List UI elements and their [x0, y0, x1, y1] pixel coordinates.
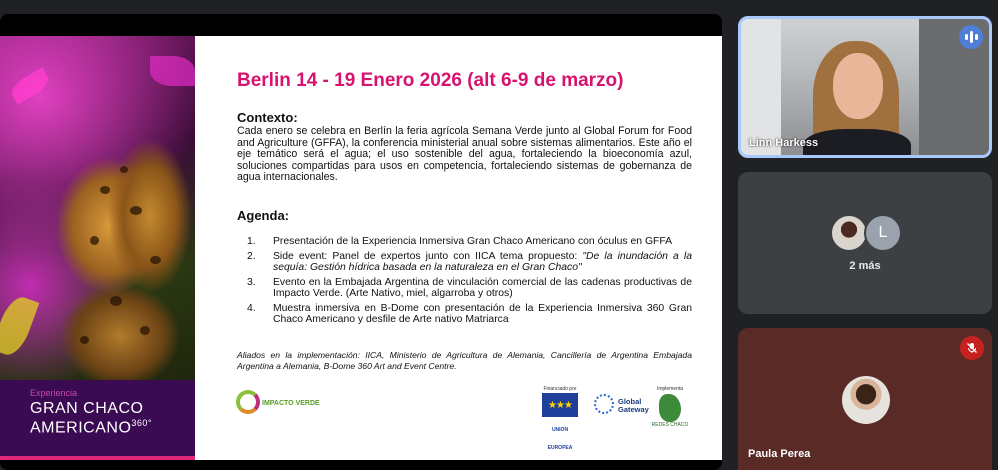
audio-level-icon — [959, 25, 983, 49]
context-body: Cada enero se celebra en Berlín la feria agrícola Semana Verde junto al Global Forum for Food and Agriculture (GFFA), la conferencia ministerial anual sobre sistemas alimentarios. Este año el eje temático será el agua; el uso sostenible del agua, fortaleciendo la bioeconomía azul, soluciones compartidas para usos en competencia, fortaleciendo sistemas de gobernanza de agua internacionales. — [237, 125, 692, 183]
agenda-text: Presentación de la Experiencia Inmersiva Gran Chaco Americano con óculus en GFFA — [273, 236, 673, 247]
agenda-num: 4. — [247, 302, 256, 314]
globe-icon — [594, 394, 614, 414]
brand-underline — [0, 456, 195, 460]
global-gateway-text: Global Gateway — [618, 397, 649, 414]
eu-bottom-text: UNION EUROPEA — [547, 427, 573, 451]
jaguar-spot — [140, 326, 150, 335]
avatar-initial: L — [864, 214, 902, 252]
agenda-num: 3. — [247, 276, 256, 288]
agenda-heading: Agenda: — [237, 208, 289, 223]
brand-line2-text: AMERICANO — [30, 419, 132, 437]
participant-face — [833, 53, 883, 119]
jaguar-spot — [80, 336, 89, 344]
agenda-num: 2. — [247, 250, 256, 262]
partner-logos — [236, 386, 696, 451]
leaf-decoration — [8, 67, 53, 104]
agenda-num: 1. — [247, 236, 256, 247]
global-gateway-logo — [594, 394, 649, 414]
redes-top-text: Implementa — [656, 386, 684, 392]
leaf-decoration — [0, 293, 39, 360]
jaguar-spot — [100, 186, 110, 194]
eu-top-text: Financiado por — [543, 386, 577, 392]
map-shape-icon — [659, 394, 681, 422]
audio-bar — [975, 34, 978, 40]
slide-title: Berlin 14 - 19 Enero 2026 (alt 6-9 de marzo) — [237, 70, 624, 91]
agenda-item — [237, 236, 692, 248]
agenda-text: Side event: Panel de expertos junto con IICA tema propuesto: — [273, 250, 583, 262]
brand-pre: Experiencia — [30, 388, 78, 398]
brand-line1: GRAN CHACO — [30, 400, 144, 417]
mic-off-glyph — [966, 342, 978, 354]
allies-note: Aliados en la implementación: IICA, Ministerio de Agricultura de Alemania, Cancillería de Argentina Embajada Argentina a Alemania, B-Dome 360 Art and Event Centre. — [237, 350, 692, 371]
brand-band — [0, 380, 195, 460]
mic-off-icon — [960, 336, 984, 360]
participant-name: Paula Perea — [748, 448, 811, 460]
swirl-icon — [236, 390, 260, 414]
avatar — [830, 214, 868, 252]
jaguar-spot — [130, 206, 142, 215]
agenda-list — [237, 236, 692, 329]
agenda-item — [237, 251, 692, 274]
jaguar-spot — [110, 296, 122, 306]
context-heading: Contexto: — [237, 110, 298, 125]
jaguar-photo — [0, 36, 195, 460]
participant-name: Linn Harkess — [749, 137, 819, 149]
shared-slide — [0, 36, 722, 460]
audio-bar — [965, 34, 968, 40]
redes-bottom-text: REDES CHACO — [651, 422, 689, 428]
participant-tile-speaker[interactable] — [738, 16, 992, 158]
eu-logo — [540, 386, 580, 454]
leaf-decoration — [150, 56, 195, 86]
jaguar-spot — [150, 256, 161, 264]
jaguar-spot — [90, 236, 99, 245]
jaguar-spot — [120, 166, 128, 173]
presentation-stage — [0, 14, 722, 470]
agenda-item — [237, 303, 692, 326]
avatar — [842, 376, 890, 424]
audio-bar — [970, 31, 973, 43]
impacto-verde-logo — [236, 390, 320, 419]
brand-suffix: 360° — [131, 418, 153, 428]
agenda-text: Muestra inmersiva en B-Dome con presentación de la Experiencia Inmersiva 360 Gran Chaco Americano y desfile de Arte nativo Matriarca — [273, 302, 692, 325]
agenda-item — [237, 277, 692, 300]
brand-line2 — [30, 418, 152, 437]
participant-body — [803, 129, 911, 158]
agenda-italic: "De la inundación a la sequía: Gestión hídrica basada en la naturaleza en el Gran Chaco" — [273, 250, 692, 273]
more-participants-label: 2 más — [849, 260, 881, 272]
impacto-verde-text: IMPACTO VERDE — [262, 400, 320, 407]
participant-tile-muted[interactable] — [738, 328, 992, 470]
eu-flag-icon: ★★★ — [542, 393, 578, 417]
participant-tile-more[interactable] — [738, 172, 992, 314]
redes-chaco-logo — [650, 386, 690, 428]
agenda-text: Evento en la Embajada Argentina de vinculación comercial de las cadenas productivas de Impacto Verde. (Arte Nativo, miel, algarroba y otros) — [273, 276, 692, 299]
